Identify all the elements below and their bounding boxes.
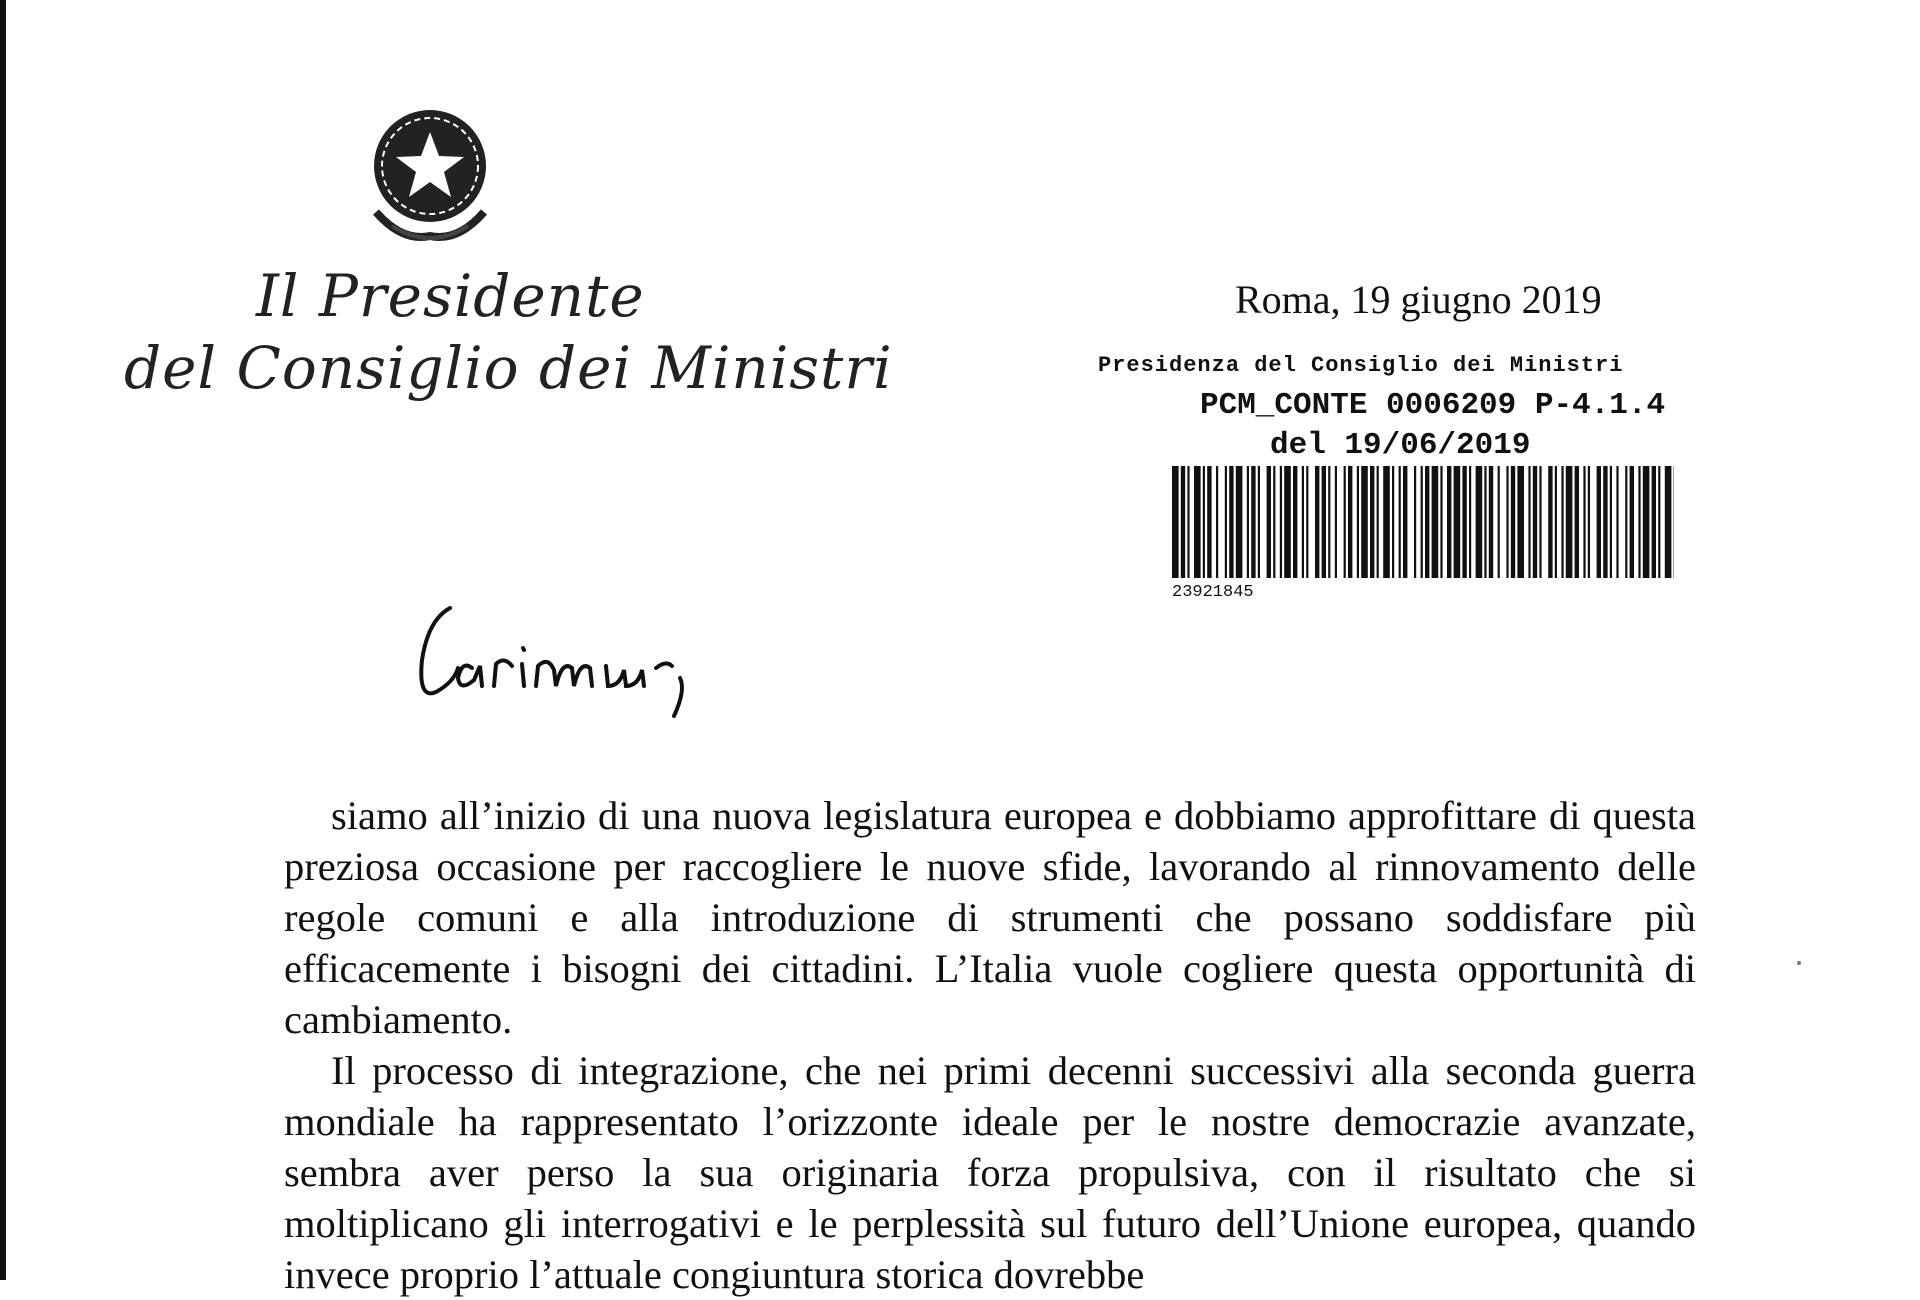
salutation-handwriting	[410, 590, 740, 720]
barcode-bar	[1284, 466, 1291, 578]
barcode-bar	[1575, 466, 1579, 578]
barcode-bar	[1315, 466, 1319, 578]
barcode-bar	[1229, 466, 1233, 578]
barcode-bar	[1630, 466, 1634, 578]
stamp-code: PCM_CONTE 0006209 P-4.1.4	[1200, 388, 1665, 423]
barcode-bar	[1194, 466, 1201, 578]
body-paragraph-1: siamo all’inizio di una nuova legislatura europea e dobbiamo approfittare di questa preziosa occasione per raccogliere le nuove sfide, lavorando al rinnovamento delle regole comuni e alla introduzione di strumenti che possano soddisfare più efficacemente i bisogni dei cittadini. L’Italia vuole cogliere questa opportunità di cambiamento.	[284, 790, 1696, 1045]
barcode-bar	[1625, 466, 1627, 578]
barcode-bar	[1328, 466, 1330, 578]
barcode-bar	[1383, 466, 1390, 578]
barcode-bar	[1306, 466, 1308, 578]
barcode-bar	[1236, 466, 1243, 578]
barcode-bar	[1528, 466, 1530, 578]
barcode-bar	[1566, 466, 1573, 578]
barcode-bar	[1658, 466, 1660, 578]
barcode-bar	[1533, 466, 1537, 578]
barcode-bar	[1344, 466, 1346, 578]
barcode-bar	[1267, 466, 1271, 578]
barcode-bar	[1293, 466, 1297, 578]
barcode-bar	[1377, 466, 1379, 578]
barcode-bar	[1498, 466, 1500, 578]
scan-edge	[0, 0, 6, 1280]
barcode-bar	[1597, 466, 1601, 578]
barcode-bar	[1187, 466, 1189, 578]
barcode-bar	[1511, 466, 1515, 578]
barcode-bar	[1273, 466, 1275, 578]
barcode-bar	[1421, 466, 1423, 578]
barcode-number: 23921845	[1172, 583, 1254, 602]
barcode-bar	[1399, 466, 1401, 578]
barcode-bar	[1583, 466, 1585, 578]
barcode-bar	[1561, 466, 1563, 578]
barcode-bar	[1462, 466, 1466, 578]
barcode-bar	[1302, 466, 1304, 578]
barcode-bar	[1392, 466, 1394, 578]
barcode-bar	[1484, 466, 1486, 578]
barcode-bar	[1172, 466, 1179, 578]
barcode-bar	[1548, 466, 1552, 578]
letter-body	[284, 790, 1696, 1300]
barcode-bar	[1247, 466, 1249, 578]
barcode-bar	[1216, 466, 1218, 578]
letterhead-title-line1: Il Presidente	[256, 262, 645, 330]
barcode-bar	[1652, 466, 1656, 578]
barcode-bar	[1403, 466, 1407, 578]
barcode-bar	[1476, 466, 1483, 578]
letterhead-title-line2: del Consiglio dei Ministri	[124, 334, 893, 402]
barcode-bar	[1414, 466, 1416, 578]
barcode-bar	[1603, 466, 1607, 578]
barcode-bar	[1469, 466, 1471, 578]
barcode-bar	[1539, 466, 1541, 578]
barcode-bar	[1454, 466, 1461, 578]
barcode-bar	[1440, 466, 1442, 578]
barcode-bar	[1610, 466, 1612, 578]
barcode-bar	[1207, 466, 1211, 578]
barcode-bar	[1348, 466, 1352, 578]
barcode-bar	[1616, 466, 1618, 578]
barcode-bar	[1638, 466, 1640, 578]
barcode-bar	[1432, 466, 1439, 578]
barcode-bar	[1370, 466, 1374, 578]
stamp-office: Presidenza del Consiglio dei Ministri	[1098, 353, 1623, 378]
barcode-bar	[1517, 466, 1524, 578]
barcode-bar	[1357, 466, 1359, 578]
barcode-bar	[1643, 466, 1650, 578]
barcode-bar	[1225, 466, 1227, 578]
barcode-bar	[1506, 466, 1508, 578]
barcode-bar	[1665, 466, 1672, 578]
barcode-bar	[1489, 466, 1493, 578]
barcode-bar	[1251, 466, 1255, 578]
barcode-bar	[1181, 466, 1185, 578]
barcode-bar	[1258, 466, 1260, 578]
barcode-bar	[1322, 466, 1326, 578]
barcode-bar	[1203, 466, 1205, 578]
barcode-bar	[1425, 466, 1429, 578]
barcode-bar	[1555, 466, 1557, 578]
barcode-bar	[1335, 466, 1337, 578]
barcode-bar	[1280, 466, 1282, 578]
barcode	[1170, 466, 1676, 578]
place-date: Roma, 19 giugno 2019	[1235, 276, 1602, 323]
scan-speck	[1797, 961, 1801, 965]
barcode-bar	[1447, 466, 1451, 578]
barcode-bar	[1588, 466, 1590, 578]
barcode-bar	[1361, 466, 1368, 578]
body-paragraph-2: Il processo di integrazione, che nei primi decenni successivi alla seconda guerra mondiale ha rappresentato l’orizzonte ideale per le nostre democrazie avanzate, sembra aver perso la sua originaria forza propulsiva, con il risultato che si moltiplicano gli interrogativi e le perplessità sul futuro dell’Unione europea, quando invece proprio l’attuale congiuntura storica dovrebbe	[284, 1045, 1696, 1300]
stamp-date: del 19/06/2019	[1270, 428, 1530, 463]
emblem-icon	[362, 104, 498, 250]
